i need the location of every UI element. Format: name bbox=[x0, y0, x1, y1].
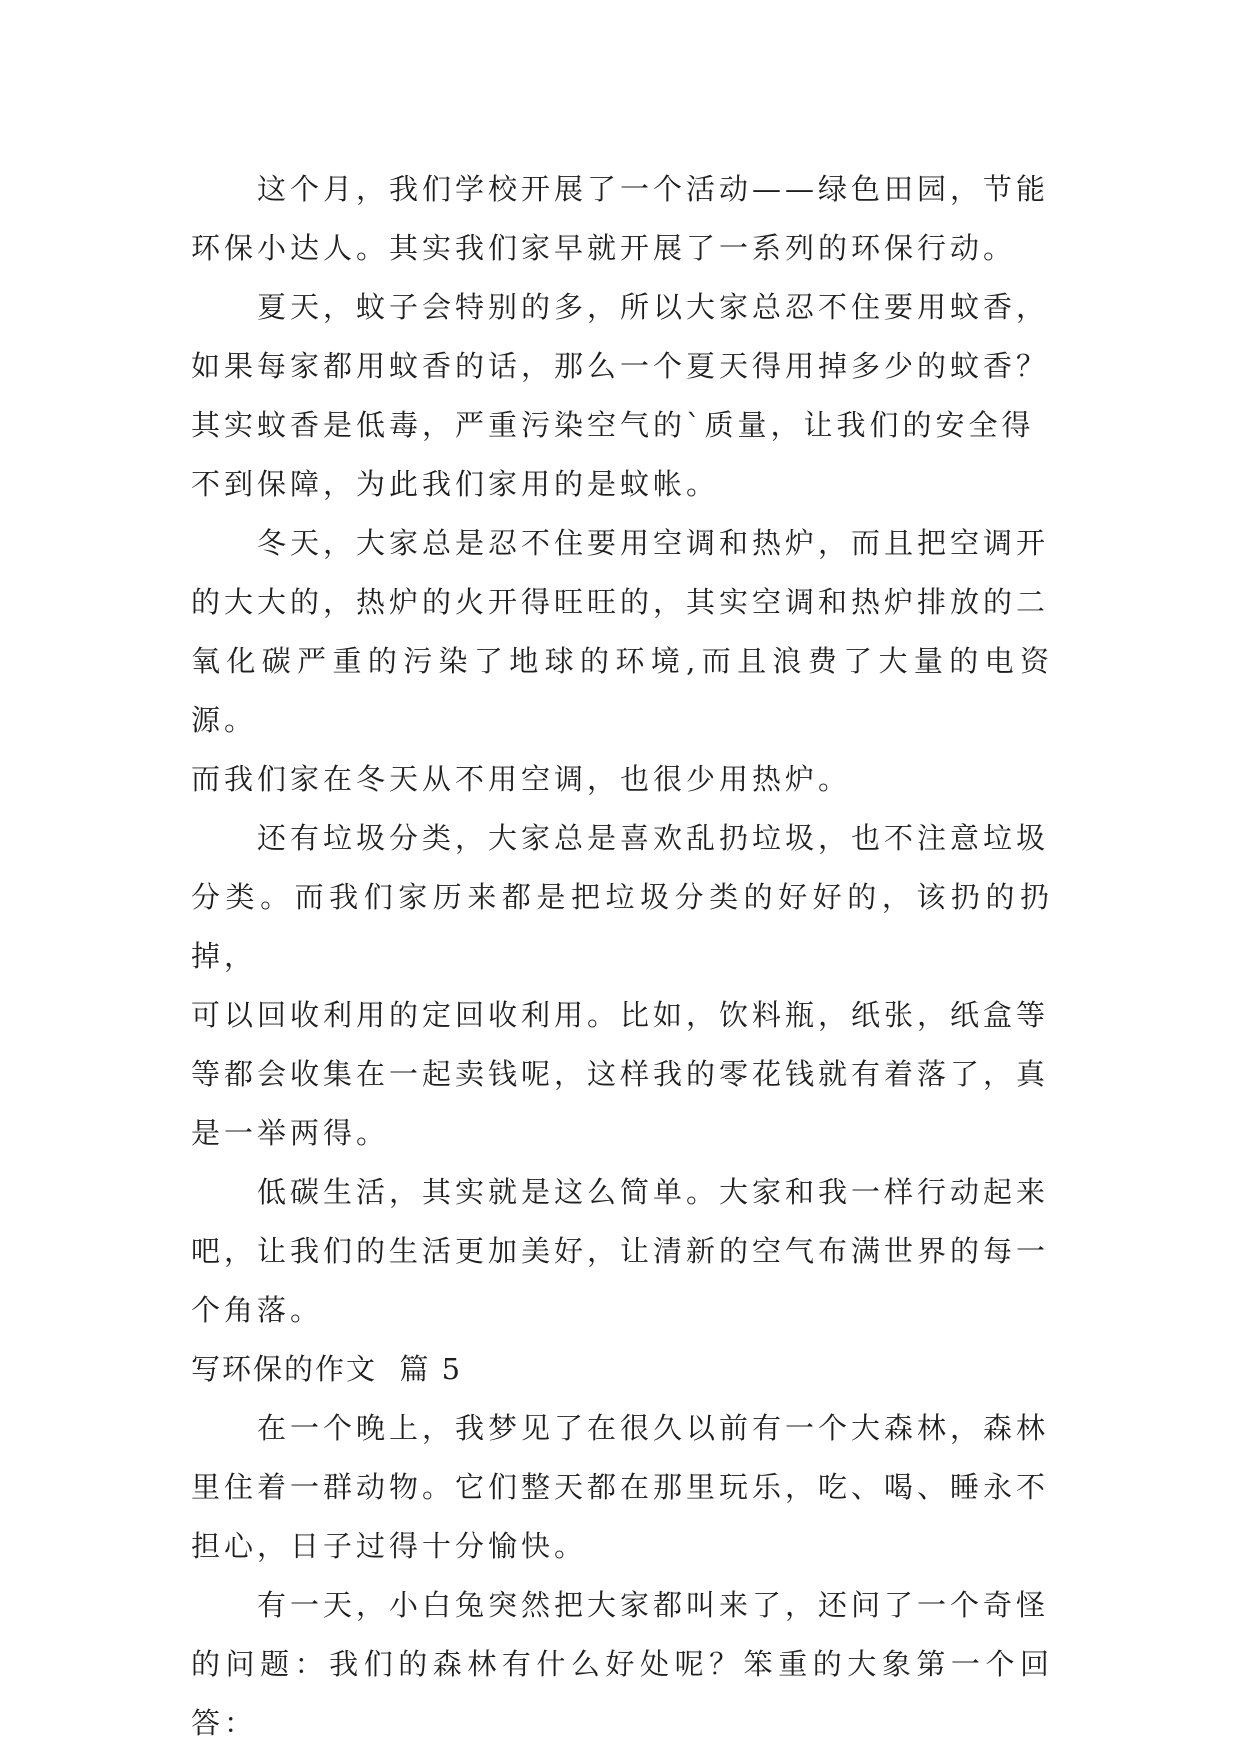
paragraph: 还有垃圾分类，大家总是喜欢乱扔垃圾，也不注意垃圾 分类。而我们家历来都是把垃圾分类的好好的，该扔的扔掉， 可以回收利用的定回收利用。比如，饮料瓶，纸张，纸盒等 等都会收集在一起卖钱呢，这样我的零花钱就有着落了，真 是一举两得。 bbox=[191, 821, 1053, 1150]
paragraph: 这个月，我们学校开展了一个活动——绿色田园，节能 环保小达人。其实我们家早就开展了一系列的环保行动。 bbox=[191, 172, 1050, 265]
paragraph: 夏天，蚊子会特别的多，所以大家总忍不住要用蚊香， 如果每家都用蚊香的话，那么一个夏天得用掉多少的蚊香？ 其实蚊香是低毒，严重污染空气的`质量，让我们的安全得 不到保障，为此我们家用的是蚊帐。 bbox=[191, 290, 1050, 501]
document-page bbox=[191, 160, 1053, 1753]
paragraph: 有一天，小白兔突然把大家都叫来了，还问了一个奇怪 的问题：我们的森林有什么好处呢？笨重的大象第一个回答： bbox=[191, 1588, 1053, 1740]
paragraph: 冬天，大家总是忍不住要用空调和热炉，而且把空调开 的大大的，热炉的火开得旺旺的，其实空调和热炉排放的二 氧化碳严重的污染了地球的环境,而且浪费了大量的电资源。 而我们家在冬天从不用空调，也很少用热炉。 bbox=[191, 526, 1053, 796]
paragraph: 低碳生活，其实就是这么简单。大家和我一样行动起来 吧，让我们的生活更加美好，让清新的空气布满世界的每一 个角落。 bbox=[191, 1175, 1050, 1327]
section-heading: 写环保的作文 篇 5 bbox=[191, 1352, 463, 1386]
paragraph: 在一个晚上，我梦见了在很久以前有一个大森林，森林 里住着一群动物。它们整天都在那里玩乐，吃、喝、睡永不 担心，日子过得十分愉快。 bbox=[191, 1411, 1050, 1563]
